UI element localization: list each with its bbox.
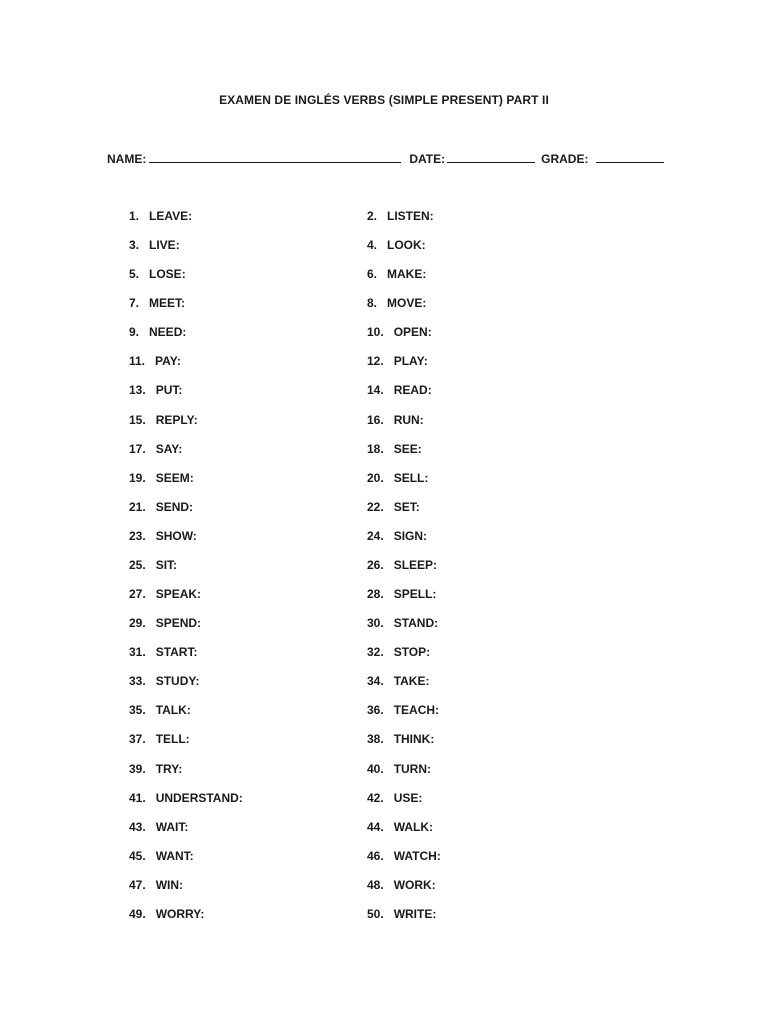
item-verb: START: — [155, 645, 198, 660]
item-number: 18. — [367, 441, 384, 456]
item-verb: SPEAK: — [155, 587, 202, 602]
item-verb: STOP: — [393, 645, 431, 660]
item-verb: WIN: — [155, 877, 184, 892]
list-item — [129, 500, 193, 514]
item-verb: SIGN: — [393, 528, 428, 543]
list-item — [367, 209, 434, 223]
list-item — [129, 325, 186, 339]
item-verb: SAY: — [155, 441, 183, 456]
item-verb: SPELL: — [393, 587, 437, 602]
list-item — [129, 209, 192, 223]
list-item — [367, 674, 429, 688]
list-item — [129, 878, 183, 892]
item-number: 44. — [367, 819, 384, 834]
item-verb: SET: — [393, 499, 420, 514]
item-number: 49. — [129, 906, 146, 921]
item-number: 8. — [367, 296, 378, 311]
item-verb: TALK: — [155, 703, 191, 718]
list-item — [129, 442, 182, 456]
item-verb: UNDERSTAND: — [155, 790, 243, 805]
item-number: 13. — [129, 383, 146, 398]
student-info-line — [107, 150, 664, 166]
item-verb: LOSE: — [149, 267, 186, 282]
item-number: 1. — [129, 209, 140, 223]
item-number: 50. — [367, 906, 384, 921]
item-number: 7. — [129, 296, 140, 311]
item-number: 6. — [367, 267, 378, 282]
item-verb: NEED: — [149, 325, 187, 340]
list-item — [367, 703, 439, 717]
item-verb: TURN: — [393, 761, 432, 776]
list-item — [129, 471, 194, 485]
item-number: 19. — [129, 470, 146, 485]
item-verb: MOVE: — [387, 296, 427, 311]
item-number: 15. — [129, 412, 146, 427]
item-number: 32. — [367, 645, 384, 660]
item-verb: OPEN: — [393, 325, 432, 340]
list-item — [367, 587, 436, 601]
item-verb: RUN: — [393, 412, 424, 427]
item-number: 22. — [367, 499, 384, 514]
list-item — [367, 878, 436, 892]
item-number: 40. — [367, 761, 384, 776]
list-item — [129, 732, 190, 746]
list-item — [129, 907, 204, 921]
list-item — [367, 732, 434, 746]
item-verb: PAY: — [155, 354, 181, 369]
list-item — [129, 849, 194, 863]
item-verb: WANT: — [155, 848, 194, 863]
list-item — [367, 296, 426, 310]
item-number: 43. — [129, 819, 146, 834]
name-label: NAME: — [107, 152, 147, 166]
item-verb: REPLY: — [155, 412, 198, 427]
item-number: 26. — [367, 557, 384, 572]
grade-label: GRADE: — [541, 152, 589, 166]
list-item — [367, 442, 422, 456]
item-verb: SEEM: — [155, 470, 194, 485]
item-verb: TAKE: — [393, 674, 430, 689]
list-item — [367, 907, 436, 921]
item-verb: TEACH: — [393, 703, 440, 718]
name-blank — [149, 150, 401, 163]
item-verb: SPEND: — [155, 616, 202, 631]
list-item — [367, 616, 438, 630]
item-number: 21. — [129, 499, 146, 514]
item-number: 37. — [129, 732, 146, 747]
list-item — [367, 471, 428, 485]
date-blank — [447, 150, 535, 163]
list-item — [129, 413, 198, 427]
item-number: 11. — [129, 354, 146, 369]
item-verb: LEAVE: — [149, 209, 193, 223]
item-number: 5. — [129, 267, 140, 282]
list-item — [129, 762, 182, 776]
list-item — [367, 500, 420, 514]
item-number: 9. — [129, 325, 140, 340]
item-number: 46. — [367, 848, 384, 863]
list-item — [129, 645, 197, 659]
item-verb: MEET: — [149, 296, 186, 311]
list-item — [129, 558, 177, 572]
item-number: 42. — [367, 790, 384, 805]
list-item — [129, 238, 180, 252]
item-number: 25. — [129, 557, 146, 572]
item-verb: PUT: — [155, 383, 183, 398]
item-verb: MAKE: — [387, 267, 427, 282]
list-item — [367, 791, 422, 805]
item-verb: WORK: — [393, 877, 436, 892]
item-number: 39. — [129, 761, 146, 776]
list-item — [129, 296, 185, 310]
item-verb: THINK: — [393, 732, 435, 747]
item-verb: STUDY: — [155, 674, 200, 689]
list-item — [367, 820, 433, 834]
item-number: 2. — [367, 209, 378, 223]
item-verb: WAIT: — [155, 819, 189, 834]
item-verb: SIT: — [155, 557, 178, 572]
item-number: 30. — [367, 616, 384, 631]
page-title: EXAMEN DE INGLÉS VERBS (SIMPLE PRESENT) PART II — [219, 93, 549, 107]
list-item — [129, 267, 186, 281]
item-number: 36. — [367, 703, 384, 718]
item-verb: USE: — [393, 790, 423, 805]
item-number: 16. — [367, 412, 384, 427]
item-verb: WATCH: — [393, 848, 441, 863]
list-item — [367, 383, 432, 397]
item-verb: SEE: — [393, 441, 422, 456]
list-item — [129, 383, 182, 397]
list-item — [367, 413, 424, 427]
item-number: 24. — [367, 528, 384, 543]
item-verb: WRITE: — [393, 906, 437, 921]
item-verb: SHOW: — [155, 528, 197, 543]
item-number: 45. — [129, 848, 146, 863]
item-number: 41. — [129, 790, 146, 805]
list-item — [129, 616, 201, 630]
item-number: 28. — [367, 587, 384, 602]
list-item — [129, 587, 201, 601]
item-verb: LISTEN: — [387, 209, 434, 223]
date-label: DATE: — [409, 152, 446, 166]
item-number: 34. — [367, 674, 384, 689]
list-item — [129, 820, 188, 834]
item-number: 33. — [129, 674, 146, 689]
grade-blank — [596, 150, 664, 163]
item-verb: READ: — [393, 383, 432, 398]
item-number: 4. — [367, 238, 378, 253]
item-number: 12. — [367, 354, 384, 369]
list-item — [129, 354, 181, 368]
item-number: 31. — [129, 645, 146, 660]
item-number: 48. — [367, 877, 384, 892]
list-item — [367, 529, 427, 543]
list-item — [367, 354, 428, 368]
list-item — [367, 325, 432, 339]
item-number: 17. — [129, 441, 146, 456]
item-number: 38. — [367, 732, 384, 747]
item-verb: STAND: — [393, 616, 439, 631]
item-verb: PLAY: — [393, 354, 428, 369]
item-number: 14. — [367, 383, 384, 398]
item-verb: WORRY: — [155, 906, 205, 921]
item-verb: LOOK: — [387, 238, 426, 253]
item-number: 27. — [129, 587, 146, 602]
item-verb: WALK: — [393, 819, 434, 834]
item-number: 47. — [129, 877, 146, 892]
list-item — [129, 791, 243, 805]
item-number: 10. — [367, 325, 384, 340]
list-item — [129, 703, 191, 717]
list-item — [129, 529, 197, 543]
item-number: 3. — [129, 238, 140, 253]
list-item — [367, 762, 431, 776]
list-item — [367, 558, 437, 572]
list-item — [367, 849, 441, 863]
item-verb: SELL: — [393, 470, 429, 485]
item-verb: LIVE: — [149, 238, 180, 253]
item-number: 35. — [129, 703, 146, 718]
item-number: 29. — [129, 616, 146, 631]
list-item — [367, 267, 426, 281]
item-number: 23. — [129, 528, 146, 543]
item-number: 20. — [367, 470, 384, 485]
item-verb: SEND: — [155, 499, 194, 514]
list-item — [129, 674, 199, 688]
list-item — [367, 238, 426, 252]
list-item — [367, 645, 430, 659]
item-verb: TELL: — [155, 732, 190, 747]
item-verb: TRY: — [155, 761, 183, 776]
item-verb: SLEEP: — [393, 557, 438, 572]
